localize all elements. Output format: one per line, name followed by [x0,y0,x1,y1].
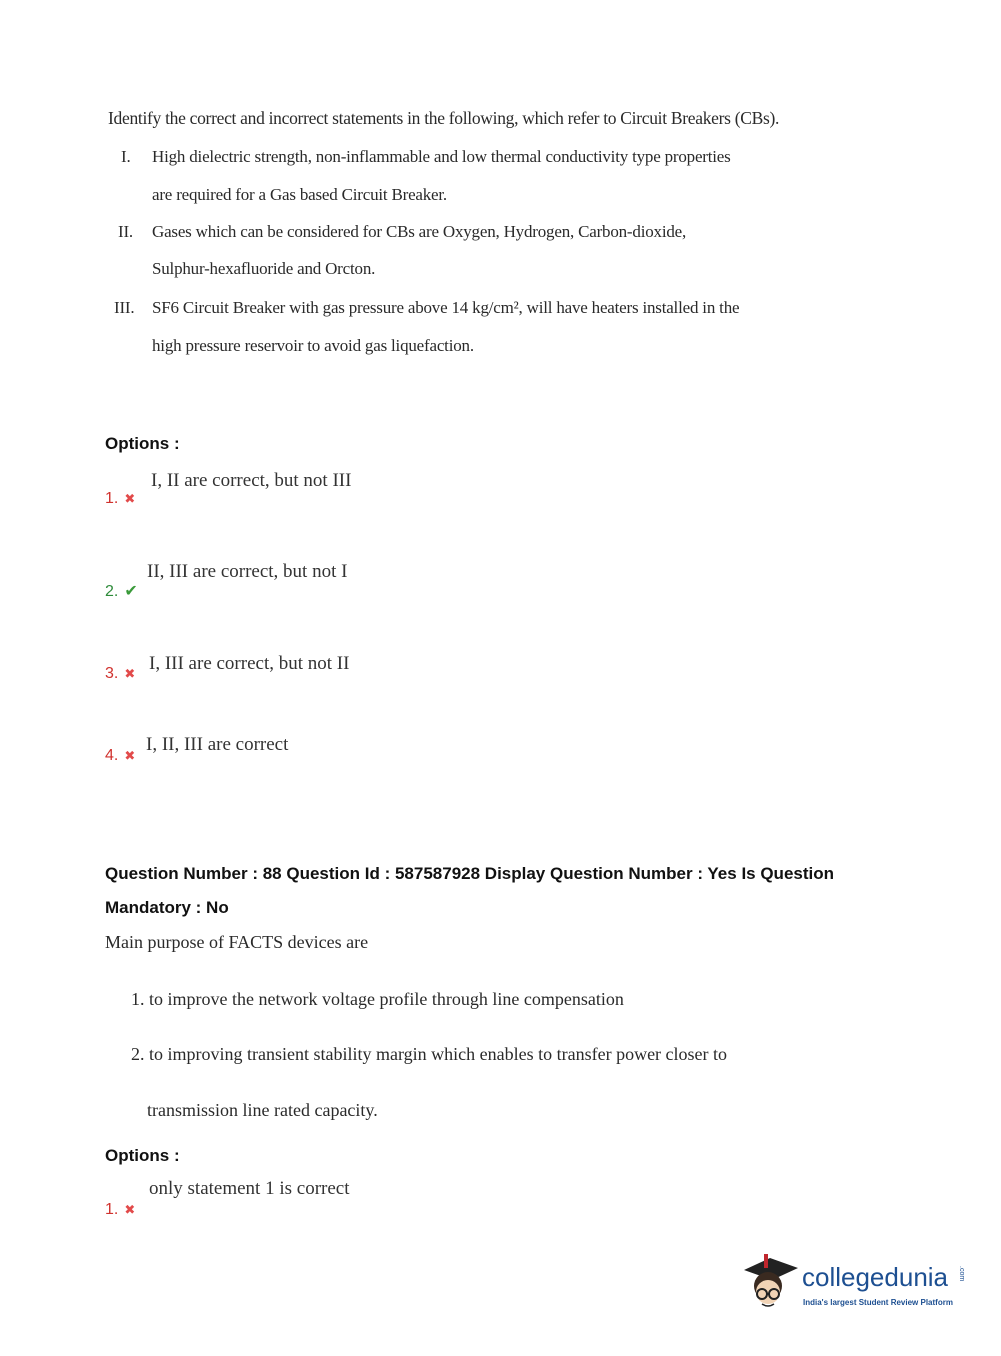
option-text: I, II are correct, but not III [151,470,352,491]
question-header: Question Number : 88 Question Id : 587587928 Display Question Number : Yes Is Question [105,864,835,883]
option-text: I, II, III are correct [146,734,289,755]
statement-text: SF6 Circuit Breaker with gas pressure above 14 kg/cm², will have heaters installed in the [152,298,740,317]
logo-name: collegedunia [802,1262,949,1292]
question-point: 2. to improving transient stability margin which enables to transfer power closer to [131,1044,728,1064]
options-label: Options : [105,434,180,453]
statement-text: Sulphur-hexafluoride and Orcton. [152,259,376,278]
option-text: II, III are correct, but not I [147,561,348,582]
option-number: 1. ✖ [105,490,136,507]
statement-text: High dielectric strength, non-inflammable and low thermal conductivity type properties [152,147,731,166]
cross-icon: ✖ [124,491,136,506]
cross-icon: ✖ [124,1202,136,1217]
statement-text: are required for a Gas based Circuit Breaker. [152,185,447,204]
option-number: 3. ✖ [105,665,136,682]
logo-suffix: .com [958,1266,965,1282]
question-point: 1. to improve the network voltage profile through line compensation [131,989,624,1009]
statement-number: III. [114,298,135,317]
option-number: 4. ✖ [105,747,136,764]
logo-tagline: India's largest Student Review Platform [803,1298,953,1307]
cross-icon: ✖ [124,666,136,681]
question-header: Mandatory : No [105,898,229,917]
question-point: transmission line rated capacity. [147,1100,378,1120]
statement-number: I. [121,147,131,166]
statement-text: high pressure reservoir to avoid gas liquefaction. [152,336,474,355]
statement-number: II. [118,222,133,241]
option-text: only statement 1 is correct [149,1178,350,1199]
statement-text: Gases which can be considered for CBs are Oxygen, Hydrogen, Carbon-dioxide, [152,222,687,241]
option-number: 2. ✔ [105,583,138,600]
question-text: Main purpose of FACTS devices are [105,932,369,952]
collegedunia-logo [740,1250,970,1320]
question-intro: Identify the correct and incorrect statements in the following, which refer to Circuit Breakers (CBs). [108,108,780,128]
check-icon: ✔ [124,583,138,600]
option-number: 1. ✖ [105,1201,136,1218]
options-label: Options : [105,1146,180,1165]
mascot-icon [740,1250,800,1320]
cross-icon: ✖ [124,748,136,763]
option-text: I, III are correct, but not II [149,653,350,674]
